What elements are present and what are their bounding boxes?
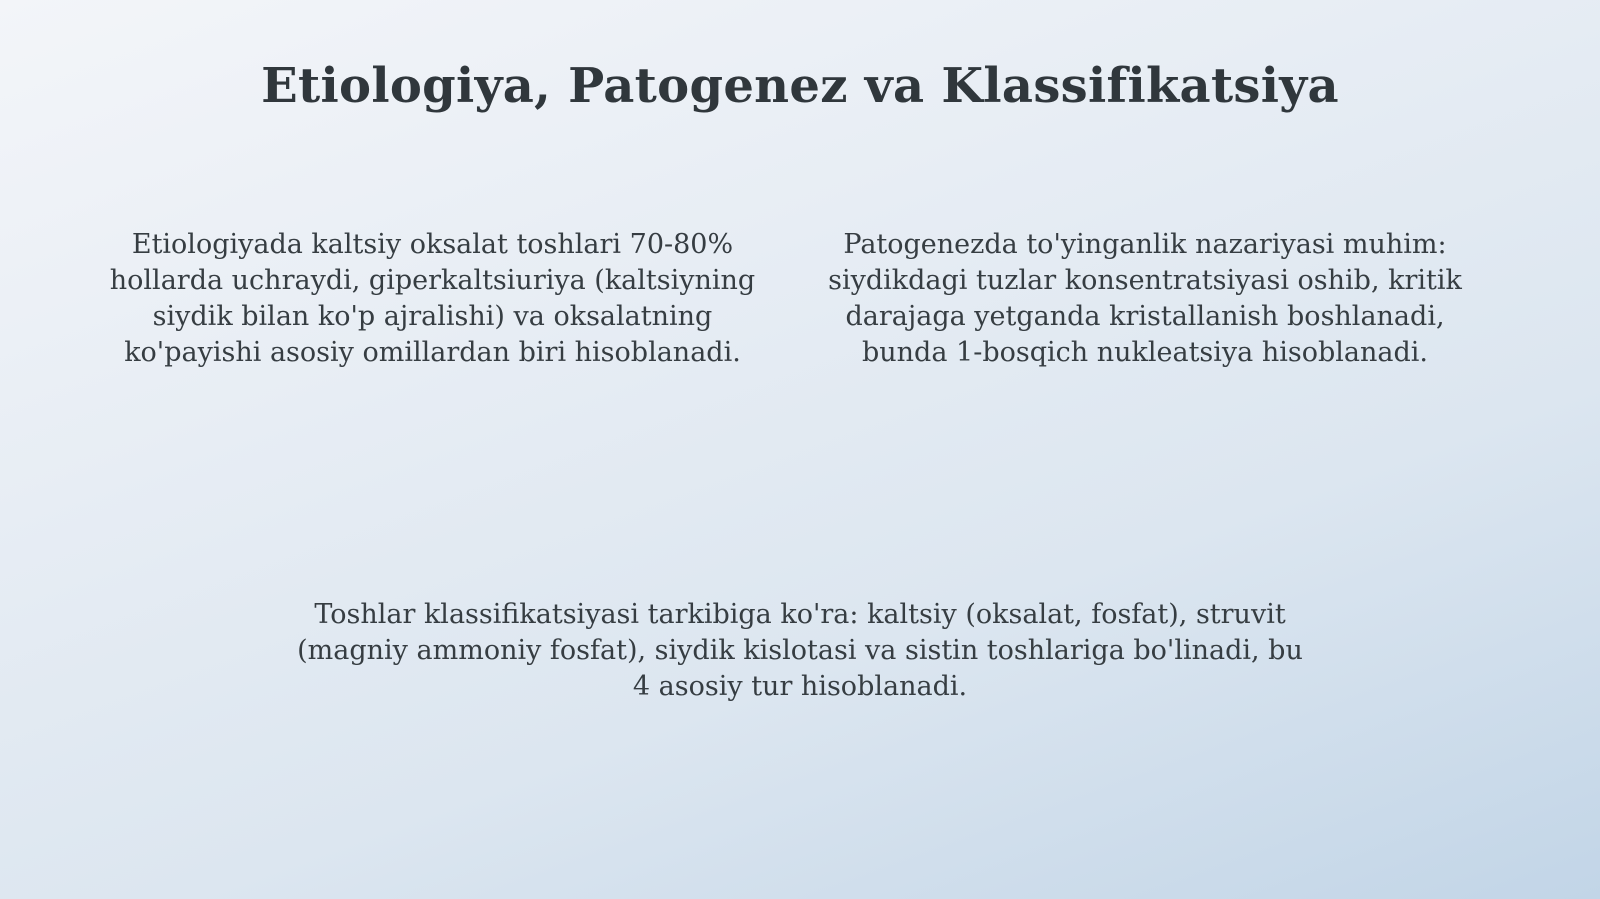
pathogenesis-paragraph: Patogenezda to'yinganlik nazariyasi muhim: siydikdagi tuzlar konsentratsiyasi oshib, kritik darajaga yetganda kristallanish boshlanadi, bunda 1-bosqich nukleatsiya hisoblanadi. xyxy=(828,229,1462,368)
etiology-paragraph: Etiologiyada kaltsiy oksalat toshlari 70-80% hollarda uchraydi, giperkaltsiuriya (kaltsiyning siydik bilan ko'p ajralishi) va oksalatning ko'payishi asosiy omillardan biri hisoblanadi. xyxy=(109,229,756,368)
slide-title: Etiologiya, Patogenez va Klassifikatsiya xyxy=(261,58,1339,114)
classification-paragraph: Toshlar klassifikatsiyasi tarkibiga ko'ra: kaltsiy (oksalat, fosfat), struvit (magniy ammoniy fosfat), siydik kislotasi va sistin toshlariga bo'linadi, bu 4 asosiy tur hisoblanadi. xyxy=(297,599,1303,702)
